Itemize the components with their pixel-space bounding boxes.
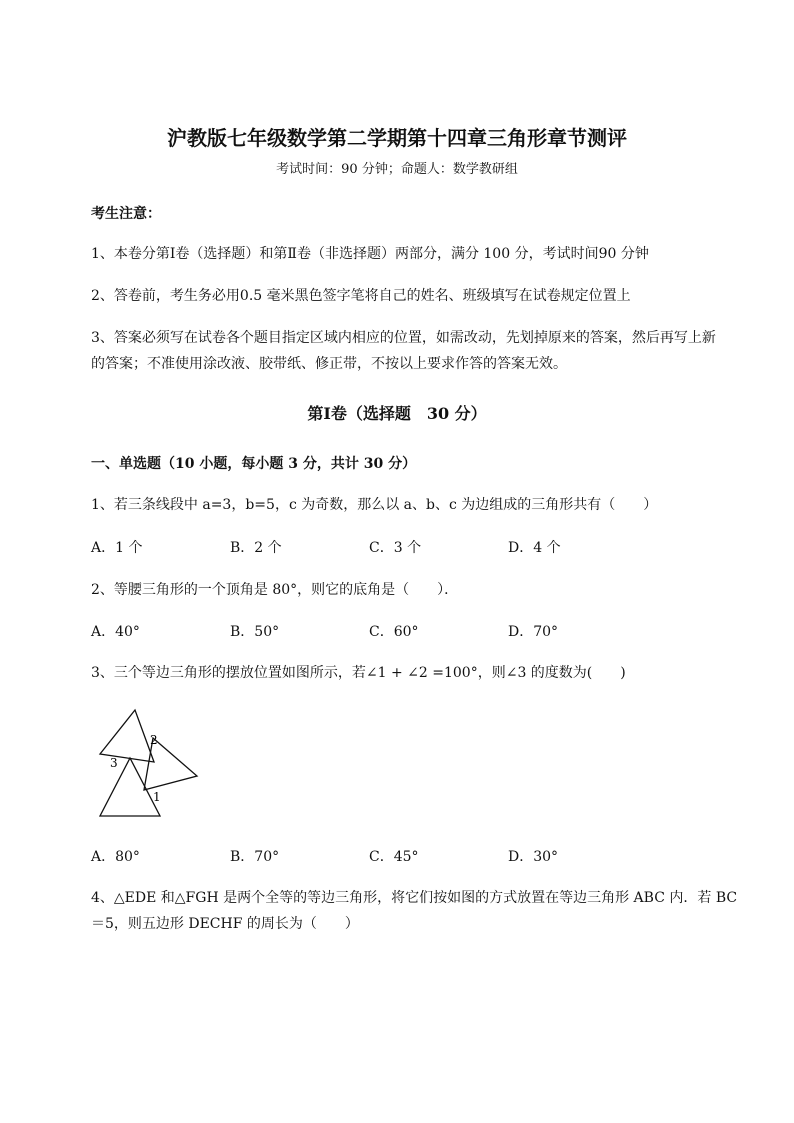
notice-item-1: 1、本卷分第Ⅰ卷（选择题）和第Ⅱ卷（非选择题）两部分，满分 100 分，考试时间90 分钟	[91, 246, 649, 262]
notice-item-2: 2、答卷前，考生务必用0.5 毫米黑色签字笔将自己的姓名、班级填写在试卷规定位置上	[91, 288, 631, 304]
q1-option-b: B．2 个	[230, 540, 282, 556]
angle-1-label: 1	[153, 790, 161, 804]
exam-subtitle: 考试时间：90 分钟；命题人：数学教研组	[276, 162, 518, 177]
section-title: 第Ⅰ卷（选择题 30 分）	[307, 404, 487, 423]
q1-option-d: D．4 个	[508, 540, 561, 556]
question-1-text: 1、若三条线段中 a=3，b=5，c 为奇数，那么以 a、b、c 为边组成的三角形共有（ ）	[91, 497, 658, 513]
angle-2-label: 2	[150, 733, 158, 747]
q3-option-c: C．45°	[369, 849, 419, 865]
question-2-text: 2、等腰三角形的一个顶角是 80°，则它的底角是（ ）．	[91, 582, 459, 598]
q2-option-d: D．70°	[508, 624, 559, 640]
q2-option-c: C．60°	[369, 624, 419, 640]
q3-option-a: A．80°	[91, 849, 140, 865]
notice-item-3: 3、答案必须写在试卷各个题目指定区域内相应的位置，如需改动，先划掉原来的答案，然后再写上新	[91, 330, 716, 346]
part-title: 一、单选题（10 小题，每小题 3 分，共计 30 分）	[91, 456, 417, 472]
top-triangle	[100, 710, 154, 762]
exam-title: 沪教版七年级数学第二学期第十四章三角形章节测评	[167, 126, 627, 150]
question-4-text-line2: ＝5，则五边形 DECHF 的周长为（ ）	[91, 916, 359, 932]
q2-option-a: A．40°	[91, 624, 140, 640]
q1-option-a: A．1 个	[91, 540, 143, 556]
question-4-text-line1: 4、△EDE 和△FGH 是两个全等的等边三角形，将它们按如图的方式放置在等边三角形 ABC 内．若 BC	[91, 890, 738, 906]
notice-item-3-cont: 的答案；不准使用涂改液、胶带纸、修正带，不按以上要求作答的答案无效。	[91, 356, 567, 372]
q1-option-c: C．3 个	[369, 540, 422, 556]
bottom-triangle	[100, 758, 160, 816]
triangles-figure	[96, 706, 202, 818]
q2-option-b: B．50°	[230, 624, 280, 640]
notice-heading: 考生注意：	[91, 206, 161, 222]
question-3-text: 3、三个等边三角形的摆放位置如图所示，若∠1 + ∠2 =100°，则∠3 的度数为( )	[91, 665, 626, 681]
angle-3-label: 3	[110, 756, 118, 770]
q3-option-d: D．30°	[508, 849, 559, 865]
q3-option-b: B．70°	[230, 849, 280, 865]
